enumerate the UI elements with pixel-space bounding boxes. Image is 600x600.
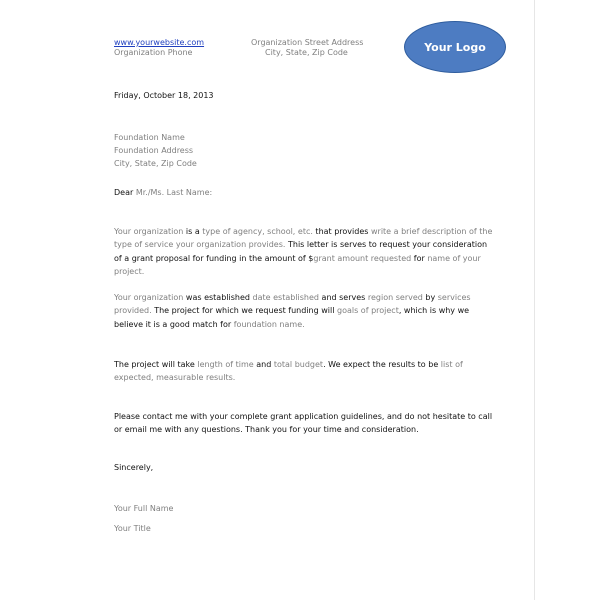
placeholder-text: length of time bbox=[197, 360, 254, 369]
website-link[interactable]: www.yourwebsite.com bbox=[114, 38, 205, 47]
letter-date: Friday, October 18, 2013 bbox=[114, 91, 214, 100]
placeholder-text: region served bbox=[367, 293, 423, 302]
header-contact bbox=[114, 38, 204, 58]
body-text: This letter is serves to request your consideration of a grant proposal for funding in the amount of $ bbox=[114, 240, 488, 263]
paragraph-project bbox=[114, 358, 494, 385]
closing: Sincerely, bbox=[114, 463, 154, 472]
placeholder-text: name of your project. bbox=[114, 253, 481, 277]
organization-phone: Organization Phone bbox=[114, 48, 193, 57]
greeting-dear: Dear bbox=[114, 188, 134, 197]
body-text: by bbox=[422, 293, 438, 302]
placeholder-text: list of expected, measurable results. bbox=[114, 360, 463, 383]
header-address bbox=[251, 38, 363, 58]
foundation-address: Foundation Address bbox=[114, 146, 194, 155]
body-text: and bbox=[253, 360, 274, 369]
placeholder-text: total budget bbox=[273, 360, 324, 369]
paragraph-organization bbox=[114, 291, 494, 331]
placeholder-text: Your organization bbox=[114, 227, 184, 236]
logo-text: Your Logo bbox=[424, 40, 486, 54]
placeholder-text: goals of project bbox=[337, 306, 399, 316]
body-text: The project for which we request funding will bbox=[151, 306, 337, 316]
placeholder-text: date established bbox=[252, 293, 319, 302]
foundation-city: City, State, Zip Code bbox=[114, 159, 197, 168]
greeting bbox=[114, 188, 212, 197]
placeholder-text: foundation name. bbox=[233, 319, 305, 329]
placeholder-text: type of agency, school, etc. bbox=[202, 227, 313, 236]
body-text: , which is why we believe it is a good match for bbox=[114, 306, 470, 329]
recipient-address bbox=[114, 131, 197, 170]
body-text: The project will take bbox=[114, 360, 198, 369]
body-text: for bbox=[411, 253, 428, 263]
placeholder-text: write a brief description of the type of service your organization provides. bbox=[114, 227, 493, 250]
body-text: and serves bbox=[319, 293, 368, 302]
placeholder-text: grant amount requested bbox=[313, 253, 412, 263]
body-text: that provides bbox=[312, 227, 371, 236]
logo-placeholder bbox=[404, 21, 506, 73]
signature-name: Your Full Name bbox=[114, 504, 174, 513]
greeting-name: Mr./Ms. Last Name: bbox=[135, 188, 213, 197]
foundation-name: Foundation Name bbox=[114, 133, 185, 142]
paragraph-closing: Please contact me with your complete grant application guidelines, and do not hesitate to call or email me with any questions. Thank you for your time and consideration. bbox=[114, 412, 493, 435]
paragraph-introduction bbox=[114, 225, 494, 279]
placeholder-text: services provided. bbox=[114, 293, 471, 316]
organization-city: City, State, Zip Code bbox=[265, 48, 348, 57]
signature-title: Your Title bbox=[114, 524, 151, 533]
body-text: is a bbox=[183, 227, 203, 236]
body-text: was established bbox=[183, 293, 253, 302]
placeholder-text: Your organization bbox=[114, 293, 184, 302]
body-text: . We expect the results to be bbox=[323, 360, 441, 369]
organization-street: Organization Street Address bbox=[251, 38, 364, 47]
